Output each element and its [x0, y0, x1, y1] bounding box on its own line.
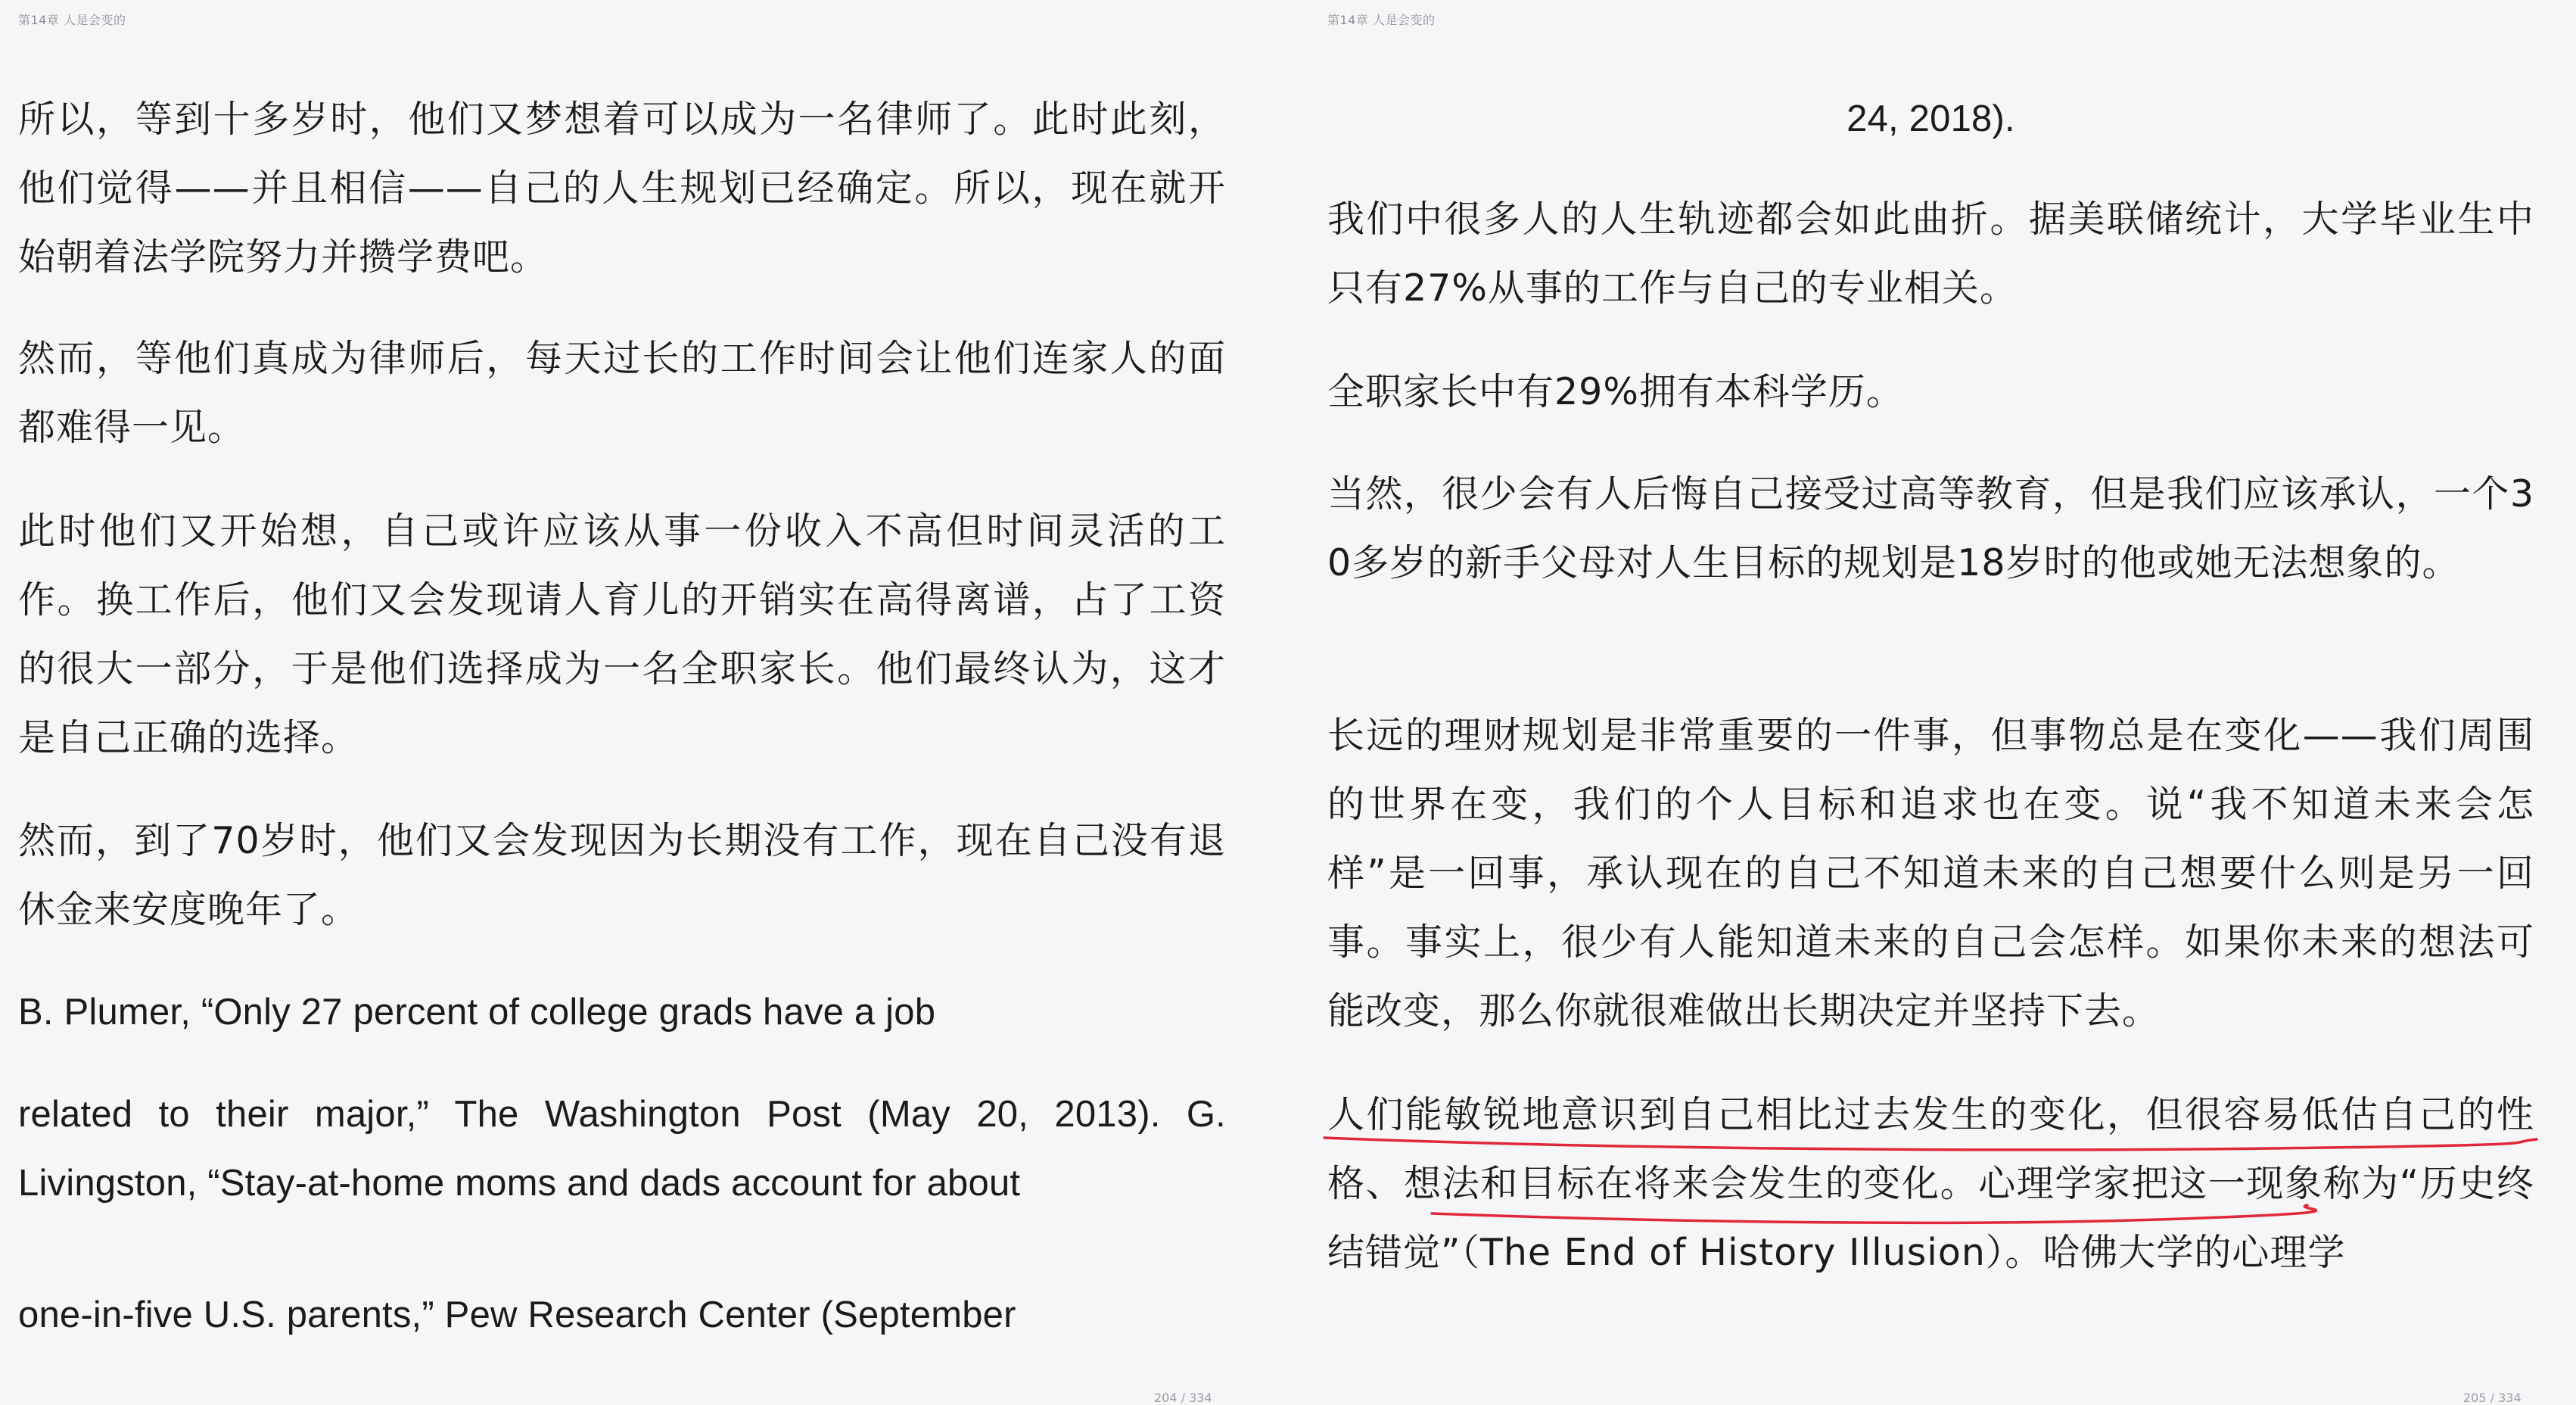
- body-paragraph: 此时他们又开始想，自己或许应该从事一份收入不高但时间灵活的工作。换工作后，他们又会发现请人育儿的开销实在高得离谱，占了工资的很大一部分，于是他们选择成为一名全职家长。他们最终认为，这才是自己正确的选择。: [18, 509, 1226, 759]
- highlighted-paragraph[interactable]: [1327, 1080, 2534, 1287]
- reference-line: related to their major,” The Washington Post (May 20, 2013). G. Livingston, “Stay-at-home moms and dads account for about: [18, 1094, 1226, 1204]
- reference-line: one-in-five U.S. parents,” Pew Research Center (September: [18, 1294, 1016, 1335]
- body-paragraph: 全职家长中有29%拥有本科学历。: [1327, 370, 1904, 413]
- trailing-text: 。心理学家把这一现象称为“历史终结错觉”（The End of History Illusion）。哈佛大学的心理学: [1327, 1162, 2534, 1274]
- body-paragraph: 然而，到了70岁时，他们又会发现因为长期没有工作，现在自己没有退休金来安度晚年了。: [18, 819, 1226, 931]
- reference-line: B. Plumer, “Only 27 percent of college grads have a job: [18, 992, 936, 1033]
- right-page[interactable]: [1288, 0, 2576, 1405]
- chapter-header: 第14章 人是会变的: [1327, 13, 1436, 27]
- underlined-text[interactable]: 人们能敏锐地意识到自己相比过去发生的变化，但很容易低估自己的性格、想法和目标在将来会发生的变化: [1327, 1093, 2534, 1205]
- page-number: 205 / 334: [2463, 1391, 2522, 1405]
- page-number: 204 / 334: [1154, 1391, 1212, 1405]
- reference-continuation: 24, 2018).: [1846, 98, 2015, 139]
- body-paragraph: 长远的理财规划是非常重要的一件事，但事物总是在变化——我们周围的世界在变，我们的个人目标和追求也在变。说“我不知道未来会怎样”是一回事，承认现在的自己不知道未来的自己想要什么则是另一回事。事实上，很少有人能知道未来的自己会怎样。如果你未来的想法可能改变，那么你就很难做出长期决定并坚持下去。: [1327, 714, 2534, 1033]
- body-paragraph: 当然，很少会有人后悔自己接受过高等教育，但是我们应该承认，一个30多岁的新手父母对人生目标的规划是18岁时的他或她无法想象的。: [1327, 472, 2534, 584]
- body-paragraph: 然而，等他们真成为律师后，每天过长的工作时间会让他们连家人的面都难得一见。: [18, 337, 1226, 449]
- chapter-header: 第14章 人是会变的: [18, 13, 126, 27]
- body-paragraph: 所以，等到十多岁时，他们又梦想着可以成为一名律师了。此时此刻，他们觉得——并且相信——自己的人生规划已经确定。所以，现在就开始朝着法学院努力并攒学费吧。: [18, 98, 1226, 279]
- body-paragraph: 我们中很多人的人生轨迹都会如此曲折。据美联储统计，大学毕业生中只有27%从事的工作与自己的专业相关。: [1327, 198, 2534, 310]
